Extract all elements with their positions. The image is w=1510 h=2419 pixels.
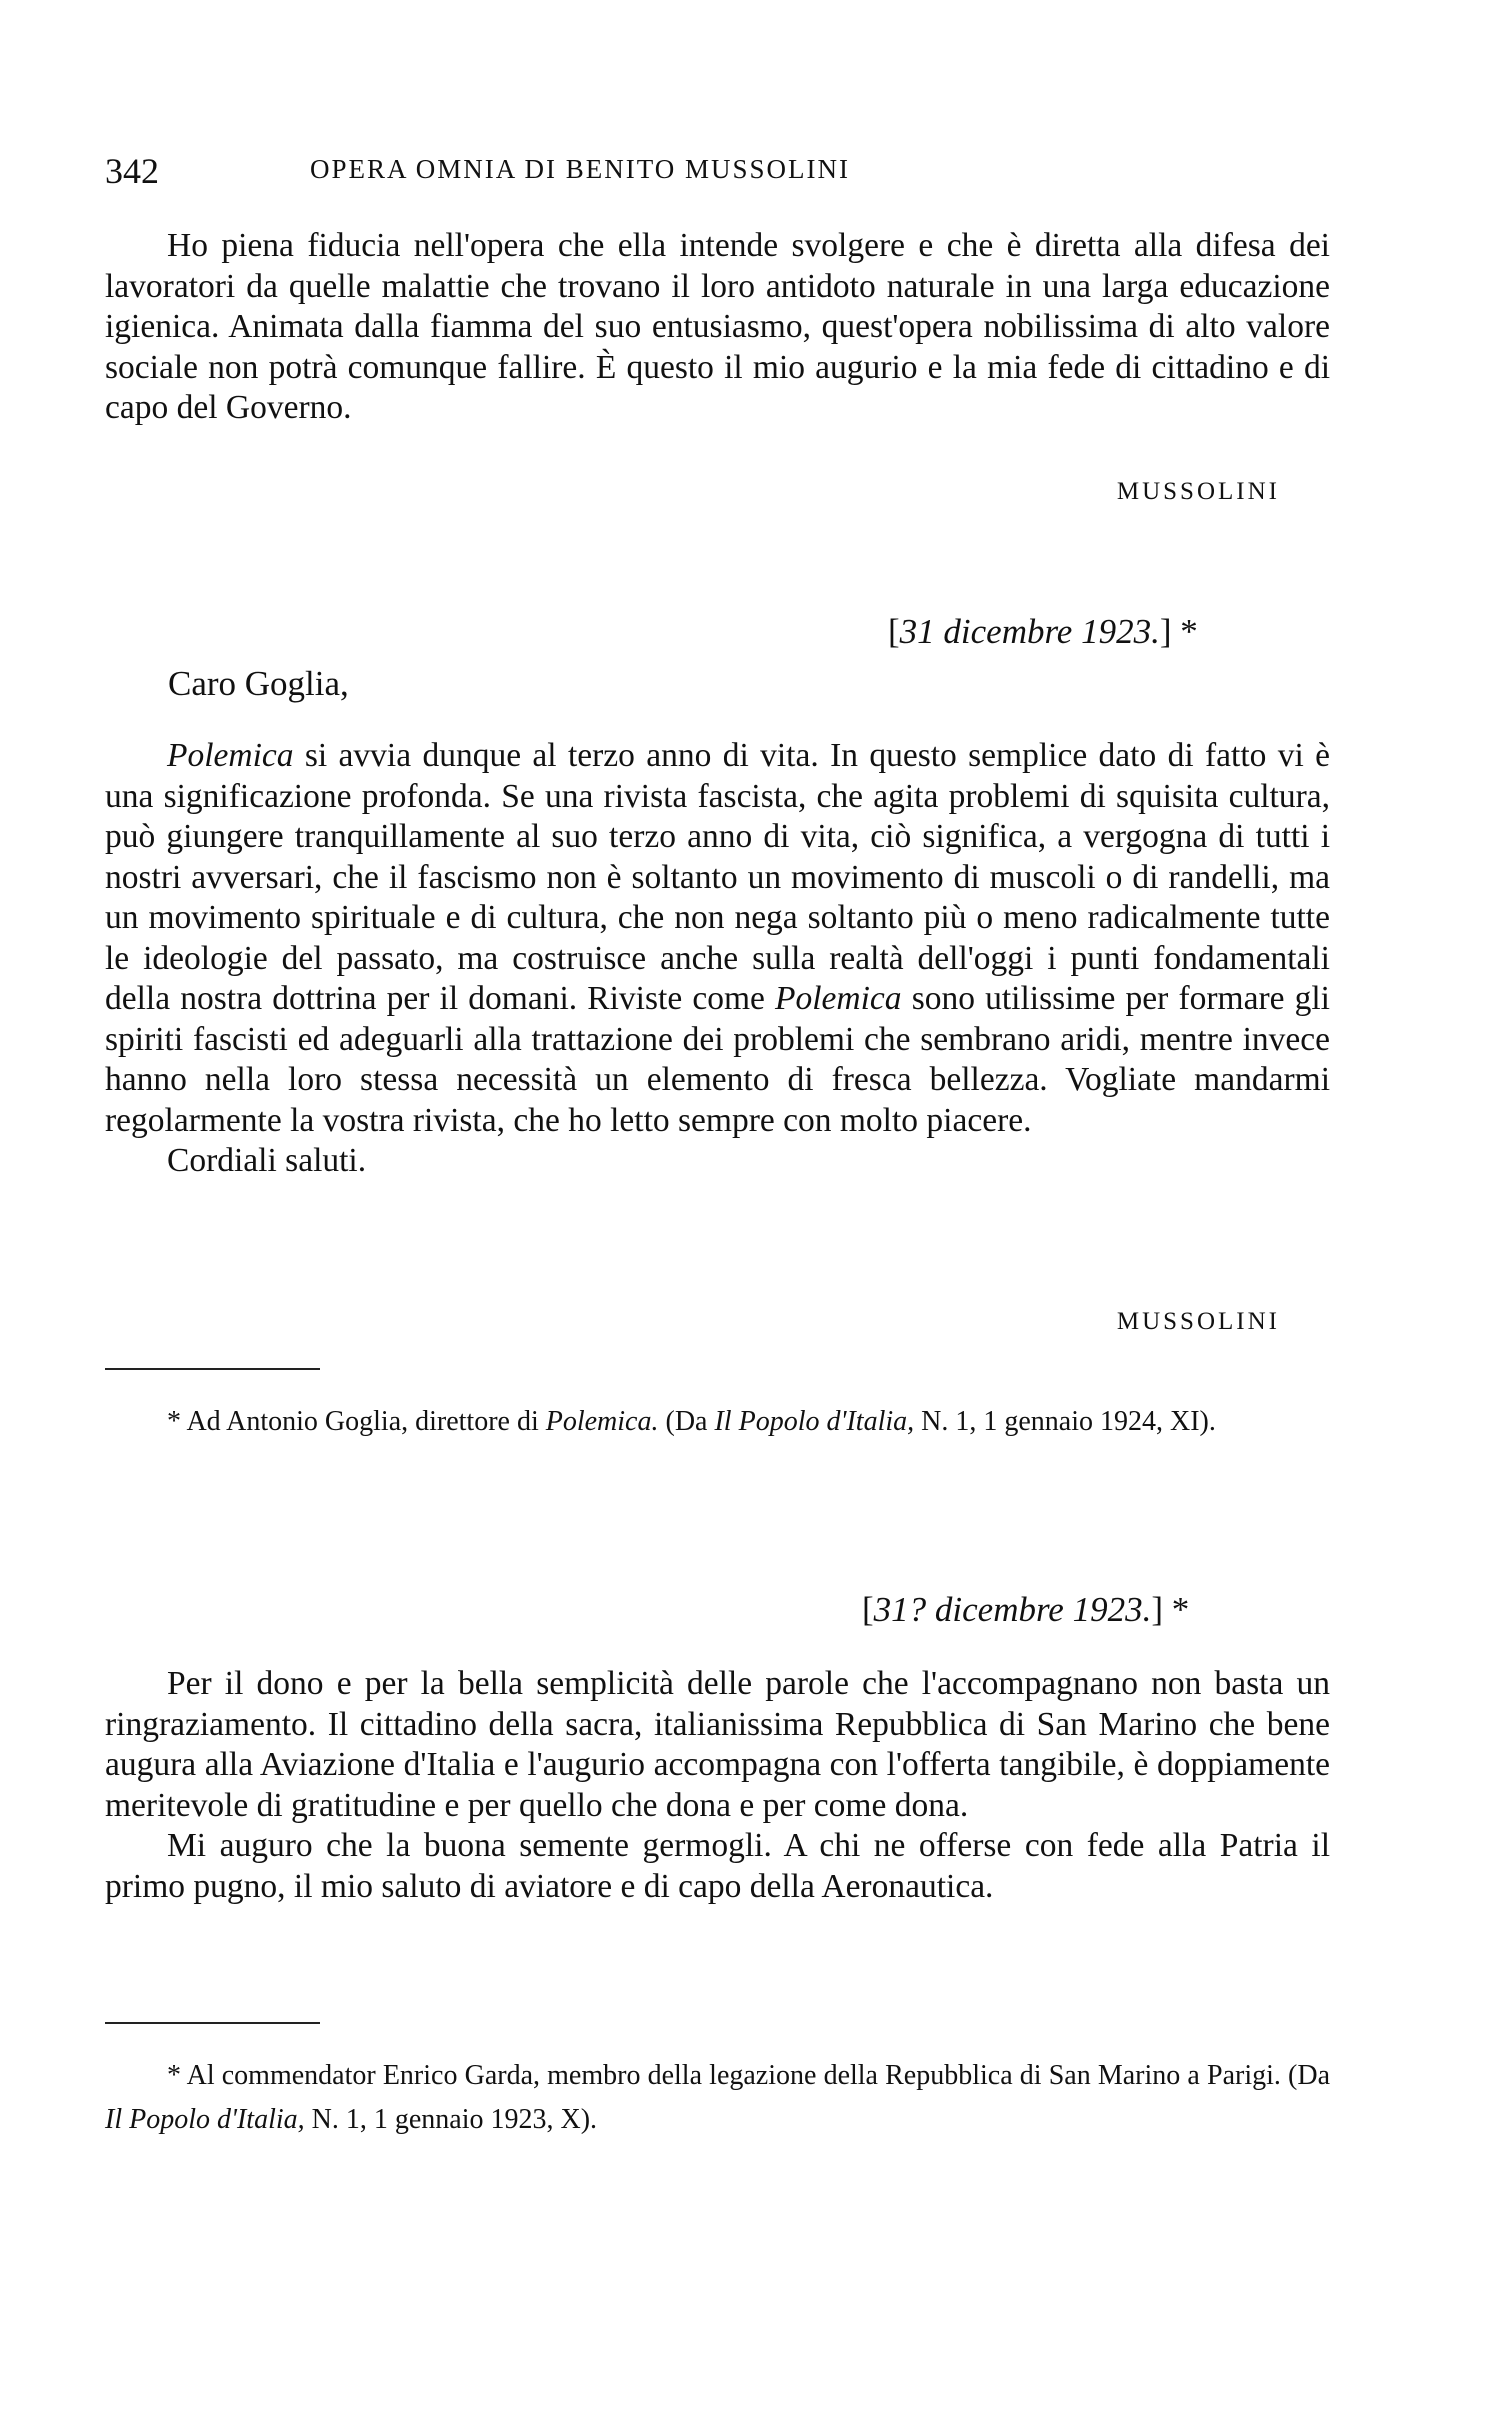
letter-3-footnote: * Al commendator Enrico Garda, membro della legazione della Repubblica di San Marino a Parigi. (Da Il Popolo d'Italia, N. 1, 1 gennaio 1923, X).	[105, 2060, 1330, 2135]
letter-2-date-text: 31 dicembre 1923.	[899, 612, 1160, 651]
letter-3-date-text: 31? dicembre 1923.	[873, 1590, 1152, 1629]
letter-2-body	[105, 736, 1330, 1182]
letter-2-paragraph-2: Cordiali saluti.	[167, 1142, 367, 1179]
letter-2-salutation: Caro Goglia,	[168, 664, 349, 703]
letter-3-date: [31? dicembre 1923.] *	[862, 1590, 1190, 1629]
running-title: OPERA OMNIA DI BENITO MUSSOLINI	[310, 154, 851, 184]
letter-1-paragraph: Ho piena fiducia nell'opera che ella intende svolgere e che è diretta alla difesa dei lavoratori da quelle malattie che trovano il loro antidoto naturale in una larga educazione igienica. Animata dalla fiamma del suo entusiasmo, quest'opera nobilissima di alto valore sociale non potrà comunque fallire. È questo il mio augurio e la mia fede di cittadino e di capo del Governo.	[105, 227, 1330, 426]
letter-3-paragraph-1: Per il dono e per la bella semplicità delle parole che l'accompagnano non basta un ringraziamento. Il cittadino della sacra, italianissima Repubblica di San Marino che bene augura alla Aviazione d'Italia e l'augurio accompagna con l'offerta tangibile, è doppiamente meritevole di gratitudine e per quello che dona e per come dona.	[105, 1665, 1330, 1824]
letter-2-signature: MUSSOLINI	[1116, 1308, 1280, 1335]
page-header	[105, 150, 1305, 200]
journal-title: Polemica	[167, 737, 294, 774]
footnote-rule	[105, 1368, 320, 1370]
journal-title: Polemica	[775, 980, 902, 1017]
footnote-rule	[105, 2022, 320, 2024]
letter-1-signature: MUSSOLINI	[1116, 478, 1280, 505]
letter-3-paragraph-2: Mi auguro che la buona semente germogli. A chi ne offerse con fede alla Patria il primo pugno, il mio saluto di aviatore e di capo della Aeronautica.	[105, 1827, 1330, 1905]
letter-3-body	[105, 1664, 1330, 1907]
letter-2-footnote: * Ad Antonio Goglia, direttore di Polemica. (Da Il Popolo d'Italia, N. 1, 1 gennaio 1924, XI).	[167, 1406, 1216, 1437]
letter-2-date: [31 dicembre 1923.] *	[888, 612, 1198, 651]
page-number: 342	[105, 151, 159, 191]
letter-2-paragraph-1: Polemica si avvia dunque al terzo anno di vita. In questo semplice dato di fatto vi è una significazione profonda. Se una rivista fascista, che agita problemi di squisita cultura, può giungere tranquillamente al suo terzo anno di vita, ciò significa, a vergogna di tutti i nostri avversari, che il fascismo non è soltanto un movimento di muscoli o di randelli, ma un movimento spirituale e di cultura, che non nega soltanto più o meno radicalmente tutte le ideologie del passato, ma costruisce anche sulla realtà dell'oggi i punti fondamentali della nostra dottrina per il domani. Riviste come Polemica sono utilissime per formare gli spiriti fascisti ed adeguarli alla trattazione dei problemi che sembrano aridi, mentre invece hanno nella loro stessa necessità un elemento di fresca bellezza. Vogliate mandarmi regolarmente la vostra rivista, che ho letto sempre con molto piacere.	[105, 737, 1330, 1139]
letter-1-body	[105, 226, 1330, 429]
